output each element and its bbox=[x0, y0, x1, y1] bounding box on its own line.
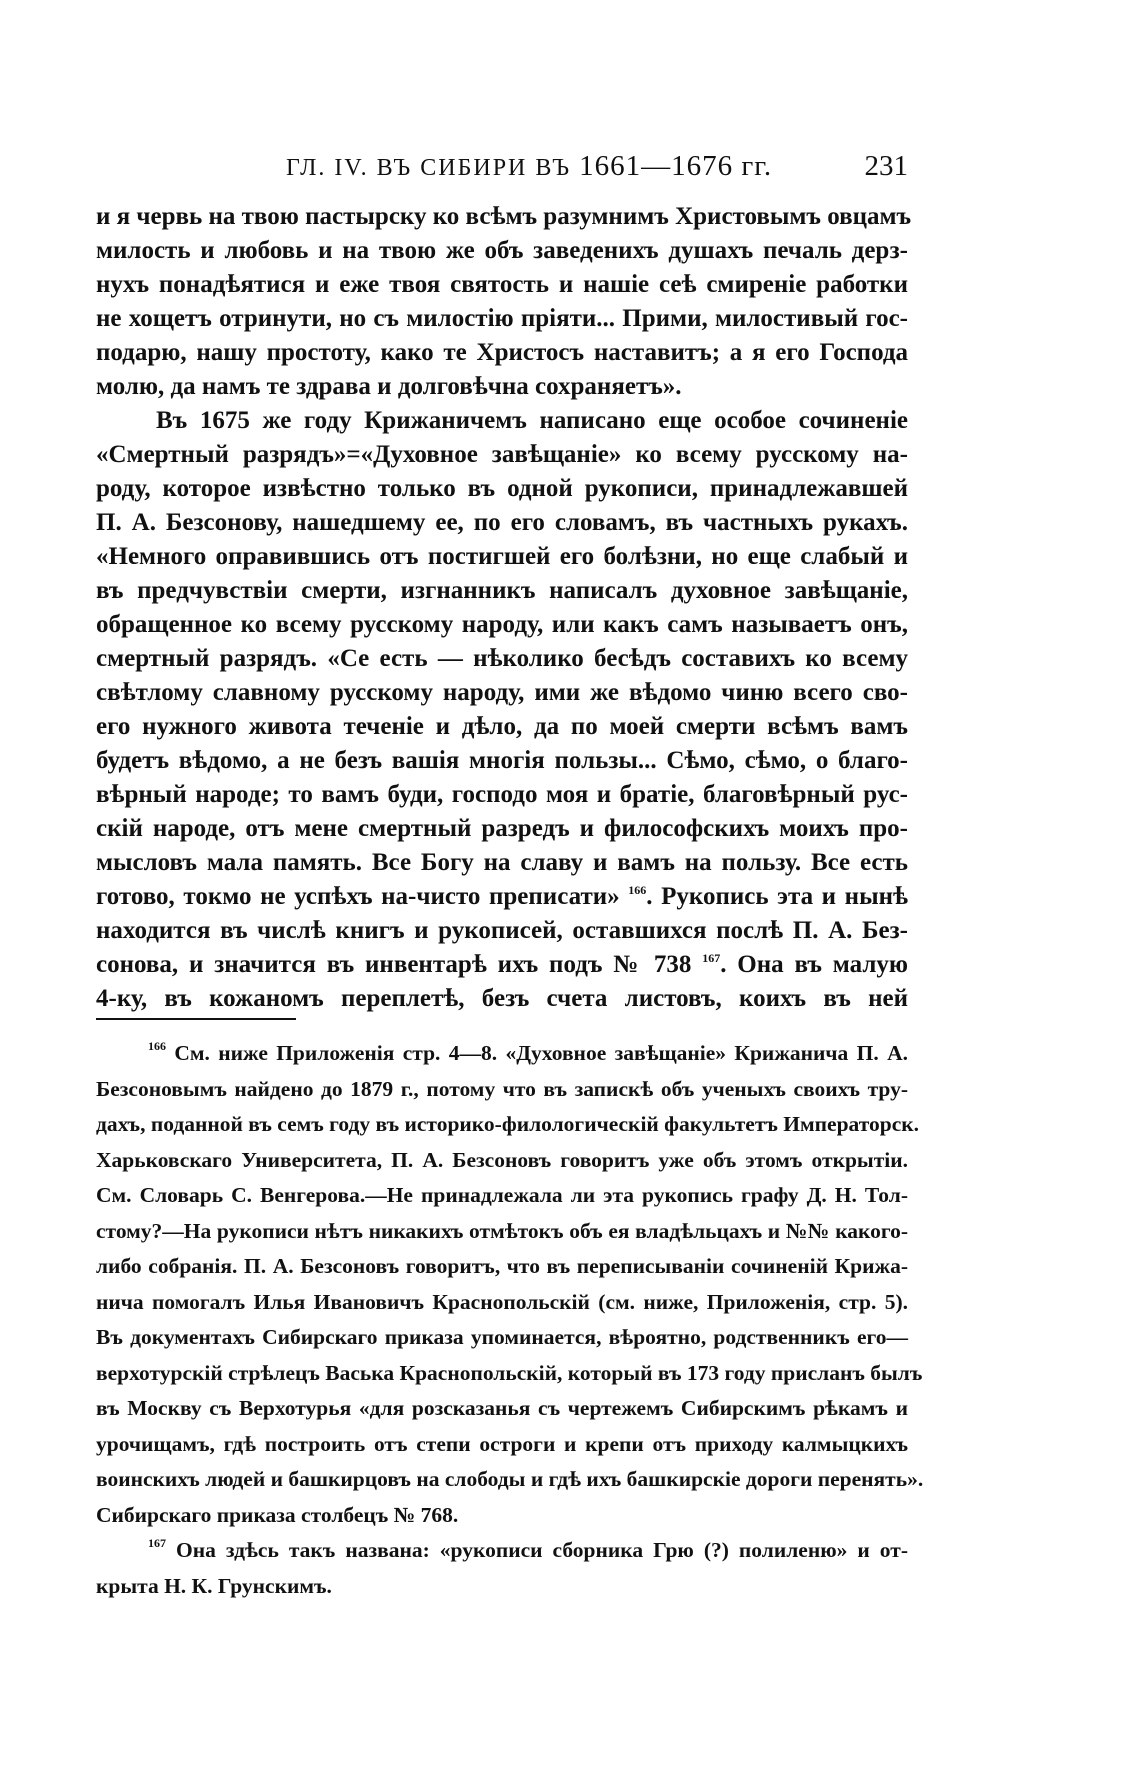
footnote-line bbox=[96, 1356, 923, 1392]
body-line-text: 4-ку, въ кожаномъ переплетѣ, безъ счета листовъ, коихъ въ ней bbox=[96, 985, 908, 1012]
body-line bbox=[96, 404, 908, 438]
body-line bbox=[96, 642, 908, 676]
body-line-text: будетъ вѣдомо, а не безъ вашія многія пользы... Сѣмо, сѣмо, о благо- bbox=[96, 747, 908, 774]
footnote-line bbox=[96, 1320, 908, 1356]
body-line-text: роду, которое извѣстно только въ одной рукописи, принадлежавшей bbox=[96, 475, 908, 502]
footnote-line bbox=[96, 1462, 924, 1498]
body-line bbox=[96, 880, 908, 914]
footnote-line-text: верхотурскій стрѣлецъ Васька Краснопольскій, который въ 173 году присланъ былъ bbox=[96, 1360, 923, 1385]
footnote-line-text: крыта Н. К. Грунскимъ. bbox=[96, 1573, 332, 1598]
body-line-text: смертный разрядъ. «Се есть — нѣколико бесѣдъ составихъ ко всему bbox=[96, 645, 908, 672]
body-line bbox=[96, 472, 908, 506]
footnote-line bbox=[96, 1107, 920, 1143]
footnote-line-text: См. Словарь С. Венгерова.—Не принадлежала ли эта рукопись графу Д. Н. Тол- bbox=[96, 1183, 908, 1207]
body-line-text: въ предчувствіи смерти, изгнанникъ написалъ духовное завѣщаніе, bbox=[96, 577, 908, 604]
footnote-line-text: См. ниже Приложенія стр. 4—8. «Духовное завѣщаніе» Крижанича П. А. bbox=[166, 1041, 908, 1065]
body-line bbox=[96, 234, 908, 268]
footnote-line bbox=[96, 1498, 908, 1534]
body-line-text: мысловъ мала память. Все Богу на славу и вамъ на пользу. Все есть bbox=[96, 849, 908, 876]
body-line bbox=[96, 268, 908, 302]
body-line-text: вѣрный народе; то вамъ буди, господо моя и братіе, благовѣрный рус- bbox=[96, 781, 908, 808]
running-head-years: 1661—1676 гг. bbox=[579, 150, 773, 182]
footnote-line bbox=[96, 1072, 908, 1108]
footnote-reference: 167 bbox=[702, 951, 721, 965]
body-line-text: «Немного оправившись отъ постигшей его болѣзни, но еще слабый и bbox=[96, 543, 908, 570]
body-line bbox=[96, 370, 908, 404]
footnotes bbox=[96, 1036, 924, 1604]
footnote-rule bbox=[96, 1018, 296, 1020]
body-line-continuation: . Рукопись эта и нынѣ bbox=[646, 883, 909, 910]
body-line-text: нухъ понадѣятися и еже твоя святость и нашіе сеѣ смиреніе работки bbox=[96, 271, 908, 298]
body-line bbox=[96, 574, 908, 608]
body-line-text: «Смертный разрядъ»=«Духовное завѣщаніе» ко всему русскому на- bbox=[96, 441, 908, 468]
footnote-line bbox=[96, 1533, 908, 1569]
body-line-text: его нужного живота теченіе и дѣло, да по моей смерти всѣмъ вамъ bbox=[96, 713, 908, 740]
footnote-line bbox=[96, 1569, 908, 1605]
footnote-line-text: Она здѣсь такъ названа: «рукописи сборника Грю (?) полиленю» и от- bbox=[166, 1538, 908, 1562]
body-line-text: не хощетъ отринути, но съ милостію пріяти... Прими, милостивый гос- bbox=[96, 305, 908, 332]
body-line-text: милость и любовь и на твою же объ заведенихъ душахъ печаль дерз- bbox=[96, 237, 908, 264]
body-line-text: Въ 1675 же году Крижаничемъ написано еще особое сочиненіе bbox=[156, 407, 908, 434]
footnote-line-text: нича помогалъ Илья Ивановичъ Краснопольскій (см. ниже, Приложенія, стр. 5). bbox=[96, 1289, 908, 1314]
footnote-line bbox=[96, 1214, 908, 1250]
body-line bbox=[96, 336, 908, 370]
body-line bbox=[96, 540, 908, 574]
footnote-line bbox=[96, 1285, 908, 1321]
footnote-line-text: дахъ, поданной въ семъ году въ историко-филологическій факультетъ Императорск. bbox=[96, 1112, 920, 1136]
footnote-line bbox=[96, 1178, 908, 1214]
body-line bbox=[96, 948, 908, 982]
footnote-line-text: стому?—На рукописи нѣтъ никакихъ отмѣтокъ объ ея владѣльцахъ и №№ какого- bbox=[96, 1218, 908, 1243]
body-line-text: подарю, нашу простоту, како те Христосъ наставитъ; а я его Господа bbox=[96, 339, 908, 366]
footnote-line bbox=[96, 1143, 908, 1179]
body-line-text: молю, да намъ те здрава и долговѣчна сохраняетъ». bbox=[96, 373, 682, 400]
footnote-line-text: Сибирскаго приказа столбецъ № 768. bbox=[96, 1502, 459, 1527]
body-line bbox=[96, 200, 912, 234]
body-line bbox=[96, 846, 908, 880]
footnote-line bbox=[96, 1249, 908, 1285]
body-line-text: и я червь на твою пастырску ко всѣмъ разумнимъ Христовымъ овцамъ bbox=[96, 203, 912, 230]
footnote-reference: 166 bbox=[628, 883, 647, 897]
footnote-line-text: въ Москву съ Верхотурья «для розсказанья съ чертежемъ Сибирскимъ рѣкамъ и bbox=[96, 1396, 908, 1420]
footnote-line bbox=[96, 1391, 908, 1427]
footnote-line-text: Въ документахъ Сибирскаго приказа упоминается, вѣроятно, родственникъ его— bbox=[96, 1325, 908, 1349]
body-line-text: П. А. Безсонову, нашедшему ее, по его словамъ, въ частныхъ рукахъ. bbox=[96, 509, 908, 536]
footnote-line-text: либо собранія. П. А. Безсоновъ говоритъ, что въ переписываніи сочиненій Крижа- bbox=[96, 1254, 908, 1278]
body-line bbox=[96, 778, 908, 812]
body-line bbox=[96, 608, 908, 642]
body-line bbox=[96, 812, 908, 846]
body-line bbox=[96, 676, 908, 710]
page-header bbox=[96, 150, 908, 190]
footnote-line bbox=[96, 1036, 908, 1072]
footnote-line-text: Харьковскаго Университета, П. А. Безсоновъ говоритъ уже объ этомъ открытіи. bbox=[96, 1147, 908, 1172]
page-number: 231 bbox=[864, 150, 908, 182]
body-line bbox=[96, 914, 908, 948]
footnote-marker: 167 bbox=[148, 1536, 166, 1550]
footnote-line bbox=[96, 1427, 908, 1463]
footnote-line-text: воинскихъ людей и башкирцовъ на слободы и гдѣ ихъ башкирскіе дороги перенять». bbox=[96, 1467, 924, 1491]
body-line-text: обращенное ко всему русскому народу, или какъ самъ называетъ онъ, bbox=[96, 611, 908, 638]
body-line-continuation: . Она въ малую bbox=[720, 951, 908, 978]
body-line bbox=[96, 302, 908, 336]
main-text bbox=[96, 200, 912, 1016]
body-line bbox=[96, 744, 908, 778]
body-line-text: скій народе, отъ мене смертный разредъ и философскихъ моихъ про- bbox=[96, 815, 908, 842]
body-line bbox=[96, 982, 908, 1016]
footnote-line-text: Безсоновымъ найдено до 1879 г., потому что въ запискѣ объ ученыхъ своихъ тру- bbox=[96, 1076, 908, 1101]
footnote-line-text: урочищамъ, гдѣ построить отъ степи остроги и крепи отъ приходу калмыцкихъ bbox=[96, 1431, 908, 1456]
body-line-text: свѣтлому славному русскому народу, ими же вѣдомо чиню всего сво- bbox=[96, 679, 908, 706]
body-line bbox=[96, 710, 908, 744]
body-line bbox=[96, 438, 908, 472]
body-line-text: сонова, и значится въ инвентарѣ ихъ подъ № 738 bbox=[96, 951, 692, 978]
body-line-text: находится въ числѣ книгъ и рукописей, оставшихся послѣ П. А. Без- bbox=[96, 917, 908, 944]
body-line-text: готово, токмо не успѣхъ на-чисто преписати» bbox=[96, 883, 620, 910]
running-head-text: ГЛ. IV. ВЪ СИБИРИ ВЪ bbox=[286, 155, 572, 181]
running-head bbox=[286, 150, 772, 183]
body-line bbox=[96, 506, 908, 540]
footnote-marker: 166 bbox=[148, 1039, 166, 1053]
